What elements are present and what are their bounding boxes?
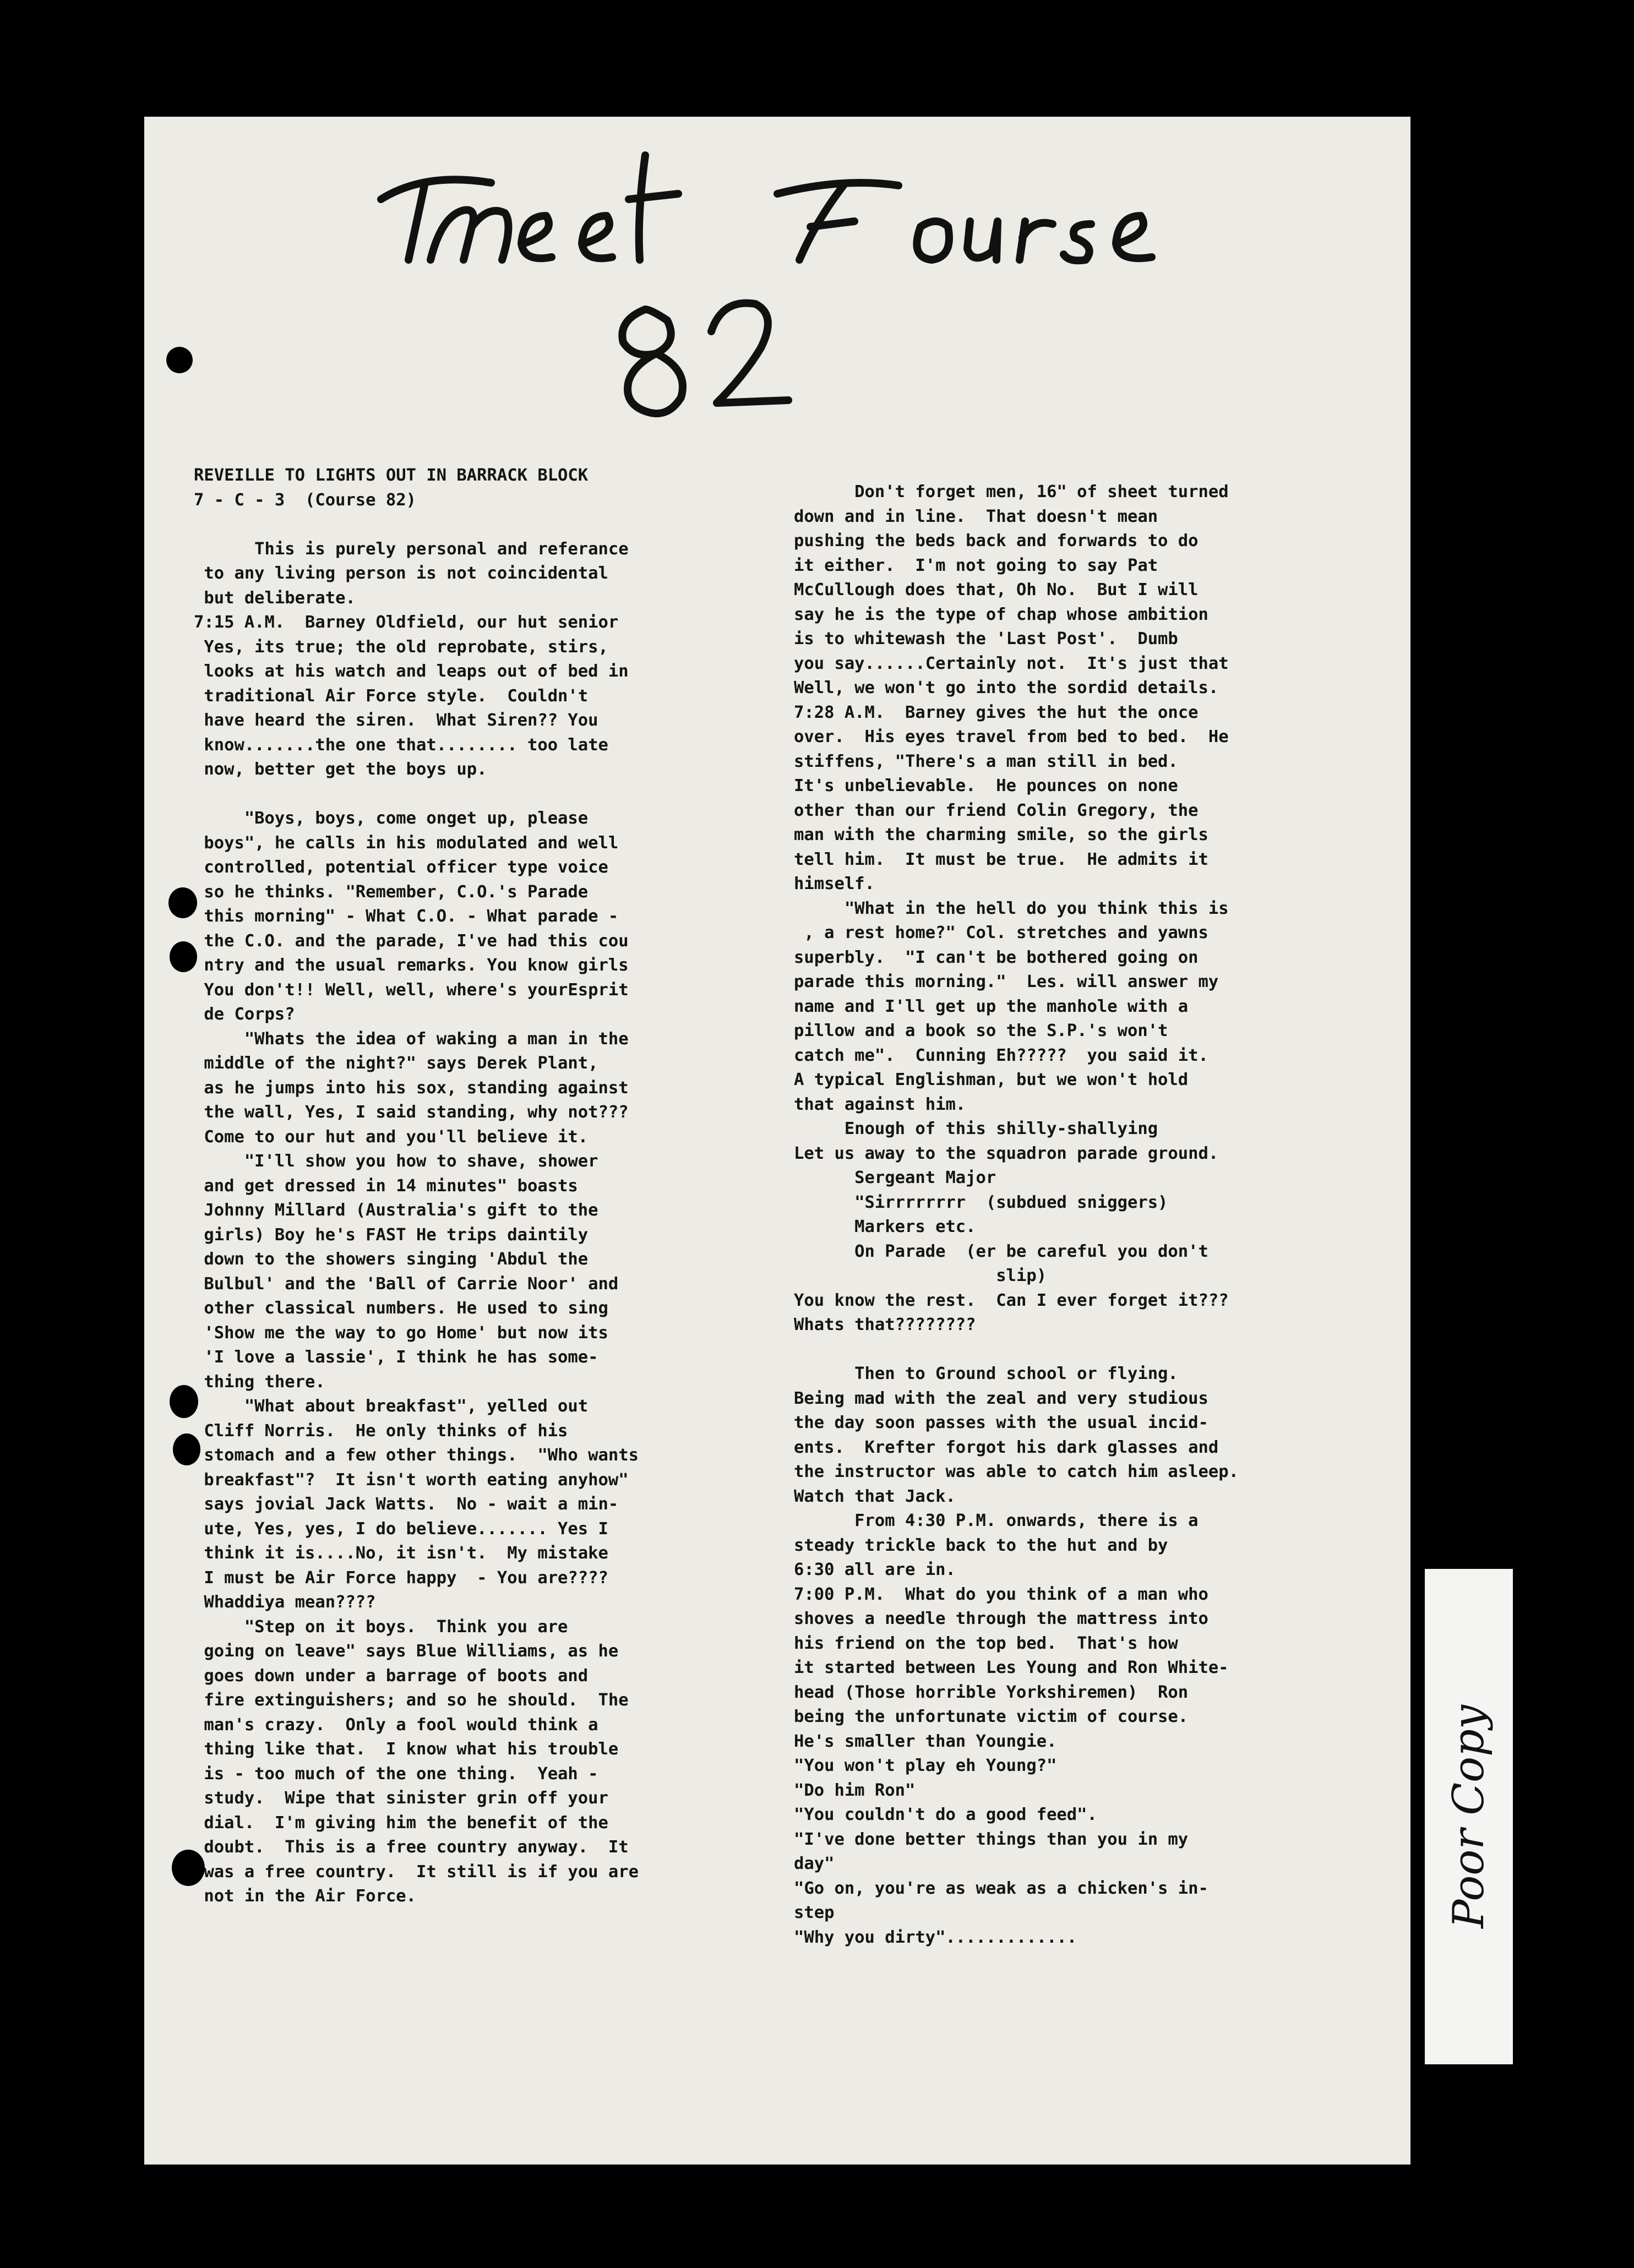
text-line: study. Wipe that sinister grin off your bbox=[194, 1789, 608, 1808]
text-line: Watch that Jack. bbox=[794, 1486, 956, 1506]
text-line: man's crazy. Only a fool would think a bbox=[194, 1715, 598, 1735]
text-line: "Why you dirty"............. bbox=[794, 1927, 1077, 1947]
left-column bbox=[194, 464, 766, 1909]
text-line: I must be Air Force happy - You are???? bbox=[194, 1568, 608, 1588]
text-line: Well, we won't go into the sordid details. bbox=[794, 678, 1219, 697]
text-line: "Boys, boys, come onget up, please bbox=[194, 809, 589, 828]
text-line: ents. Krefter forgot his dark glasses and bbox=[794, 1437, 1219, 1457]
text-line: fire extinguishers; and so he should. The bbox=[194, 1691, 629, 1710]
handwritten-title bbox=[359, 133, 1350, 419]
text-line: Yes, its true; the old reprobate, stirs, bbox=[194, 637, 608, 657]
text-line: "What about breakfast", yelled out bbox=[194, 1397, 589, 1416]
text-line: Enough of this shilly-shallying bbox=[794, 1119, 1158, 1138]
text-line: pillow and a book so the S.P.'s won't bbox=[794, 1021, 1168, 1040]
text-line: On Parade (er be careful you don't bbox=[794, 1241, 1208, 1261]
text-line: goes down under a barrage of boots and bbox=[194, 1666, 589, 1686]
text-line bbox=[194, 513, 766, 537]
text-line: the day soon passes with the usual incid- bbox=[794, 1413, 1208, 1432]
text-line: this morning" - What C.O. - What parade - bbox=[194, 907, 619, 926]
text-line: step bbox=[794, 1903, 835, 1922]
text-line: parade this morning." Les. will answer my bbox=[794, 972, 1219, 991]
text-line: From 4:30 P.M. onwards, there is a bbox=[794, 1511, 1199, 1530]
text-line: not in the Air Force. bbox=[194, 1887, 416, 1906]
text-line: is - too much of the one thing. Yeah - bbox=[194, 1764, 598, 1784]
punch-hole bbox=[166, 347, 193, 373]
text-line: is to whitewash the 'Last Post'. Dumb bbox=[794, 629, 1178, 648]
text-line: "Go on, you're as weak as a chicken's in- bbox=[794, 1878, 1208, 1898]
typewritten-page bbox=[144, 117, 1410, 2165]
text-line: down to the showers singing 'Abdul the bbox=[194, 1250, 589, 1269]
text-line: the C.O. and the parade, I've had this cou bbox=[194, 931, 629, 951]
text-line: his friend on the top bed. That's how bbox=[794, 1633, 1178, 1653]
text-line: think it is....No, it isn't. My mistake bbox=[194, 1544, 608, 1563]
text-line: other than our friend Colin Gregory, the bbox=[794, 800, 1199, 820]
text-line: doubt. This is a free country anyway. It bbox=[194, 1838, 629, 1857]
text-line: 7:00 P.M. What do you think of a man who bbox=[794, 1584, 1208, 1604]
text-line: to any living person is not coincidental bbox=[194, 564, 608, 583]
text-line: "Step on it boys. Think you are bbox=[194, 1617, 568, 1637]
text-line: man with the charming smile, so the girls bbox=[794, 825, 1208, 844]
text-line: girls) Boy he's FAST He trips daintily bbox=[194, 1225, 589, 1245]
text-line: now, better get the boys up. bbox=[194, 760, 487, 779]
text-line: "What in the hell do you think this is bbox=[794, 898, 1229, 918]
text-line: slip) bbox=[794, 1266, 1047, 1285]
text-line: ntry and the usual remarks. You know girls bbox=[194, 956, 629, 975]
text-line: himself. bbox=[794, 874, 875, 893]
text-line: 7:28 A.M. Barney gives the hut the once bbox=[794, 702, 1199, 722]
text-line: McCullough does that, Oh No. But I will bbox=[794, 580, 1199, 599]
text-line: Then to Ground school or flying. bbox=[794, 1364, 1178, 1383]
text-line: says jovial Jack Watts. No - wait a min- bbox=[194, 1495, 619, 1514]
text-line: pushing the beds back and forwards to do bbox=[794, 531, 1199, 550]
text-line: ute, Yes, yes, I do believe....... Yes I bbox=[194, 1519, 608, 1539]
text-line: stomach and a few other things. "Who wants bbox=[194, 1446, 639, 1465]
text-line: boys", he calls in his modulated and well bbox=[194, 833, 619, 853]
text-line: the instructor was able to catch him asleep. bbox=[794, 1462, 1239, 1481]
side-note-text: Poor Copy bbox=[1444, 1705, 1494, 1928]
text-line: thing there. bbox=[194, 1372, 325, 1392]
text-line: tell him. It must be true. He admits it bbox=[794, 849, 1208, 869]
text-line: You don't!! Well, well, where's yourEsprit bbox=[194, 980, 629, 1000]
punch-hole bbox=[168, 887, 197, 918]
text-line: "Whats the idea of waking a man in the bbox=[194, 1029, 629, 1049]
text-line: He's smaller than Youngie. bbox=[794, 1731, 1057, 1751]
text-line: Whats that???????? bbox=[794, 1315, 976, 1334]
text-line: Sergeant Major bbox=[794, 1168, 996, 1187]
text-line: "You couldn't do a good feed". bbox=[794, 1805, 1097, 1824]
text-line: and get dressed in 14 minutes" boasts bbox=[194, 1176, 578, 1196]
text-line: Markers etc. bbox=[794, 1217, 976, 1236]
text-line: "Do him Ron" bbox=[794, 1780, 916, 1800]
text-line: "I'll show you how to shave, shower bbox=[194, 1152, 598, 1171]
text-line: 7 - C - 3 (Course 82) bbox=[194, 490, 416, 510]
text-line: catch me". Cunning Eh????? you said it. bbox=[794, 1045, 1208, 1065]
text-line: 'I love a lassie', I think he has some- bbox=[194, 1348, 598, 1367]
text-line: know.......the one that........ too late bbox=[194, 735, 608, 755]
text-line: other classical numbers. He used to sing bbox=[194, 1299, 608, 1318]
text-line: you say......Certainly not. It's just that bbox=[794, 653, 1229, 673]
text-line: say he is the type of chap whose ambition bbox=[794, 604, 1208, 624]
text-line: over. His eyes travel from bed to bed. He bbox=[794, 727, 1229, 746]
text-line: superbly. "I can't be bothered going on bbox=[794, 947, 1199, 967]
text-line bbox=[194, 782, 766, 807]
text-line: shoves a needle through the mattress into bbox=[794, 1609, 1208, 1628]
text-line: "You won't play eh Young?" bbox=[794, 1756, 1057, 1775]
text-line: You know the rest. Can I ever forget it??? bbox=[794, 1290, 1229, 1310]
text-line: head (Those horrible Yorkshiremen) Ron bbox=[794, 1682, 1189, 1702]
text-line: it started between Les Young and Ron White- bbox=[794, 1658, 1229, 1677]
text-line: traditional Air Force style. Couldn't bbox=[194, 686, 589, 706]
text-line: , a rest home?" Col. stretches and yawns bbox=[794, 923, 1208, 942]
text-line: thing like that. I know what his trouble bbox=[194, 1740, 619, 1759]
text-line: This is purely personal and referance bbox=[194, 539, 629, 559]
text-line: de Corps? bbox=[194, 1005, 295, 1024]
text-line: as he jumps into his sox, standing against bbox=[194, 1078, 629, 1098]
text-line: Whaddiya mean???? bbox=[194, 1593, 376, 1612]
text-line: it either. I'm not going to say Pat bbox=[794, 555, 1158, 575]
text-line: Come to our hut and you'll believe it. bbox=[194, 1127, 589, 1147]
right-column bbox=[794, 480, 1377, 1950]
text-line: stiffens, "There's a man still in bed. bbox=[794, 751, 1178, 771]
text-line: Cliff Norris. He only thinks of his bbox=[194, 1421, 568, 1441]
text-line: going on leave" says Blue Williams, as he bbox=[194, 1642, 619, 1661]
text-line: that against him. bbox=[794, 1094, 966, 1114]
text-line: steady trickle back to the hut and by bbox=[794, 1535, 1168, 1555]
text-line: "I've done better things than you in my bbox=[794, 1829, 1189, 1849]
text-line: have heard the siren. What Siren?? You bbox=[194, 711, 598, 730]
text-line: middle of the night?" says Derek Plant, bbox=[194, 1054, 598, 1073]
text-line: It's unbelievable. He pounces on none bbox=[794, 776, 1178, 795]
text-line: but deliberate. bbox=[194, 588, 356, 608]
side-note-label bbox=[1425, 1569, 1513, 2064]
text-line: was a free country. It still is if you are bbox=[194, 1862, 639, 1882]
punch-hole bbox=[170, 941, 197, 972]
text-line: "Sirrrrrrrr (subdued sniggers) bbox=[794, 1192, 1168, 1212]
text-line: Being mad with the zeal and very studious bbox=[794, 1388, 1208, 1408]
text-line: controlled, potential officer type voice bbox=[194, 858, 608, 877]
text-line: Johnny Millard (Australia's gift to the bbox=[194, 1201, 598, 1220]
text-line: 7:15 A.M. Barney Oldfield, our hut senior bbox=[194, 613, 619, 632]
text-line: Bulbul' and the 'Ball of Carrie Noor' and bbox=[194, 1274, 619, 1294]
text-line: so he thinks. "Remember, C.O.'s Parade bbox=[194, 882, 589, 902]
text-line: looks at his watch and leaps out of bed in bbox=[194, 662, 629, 681]
text-line: dial. I'm giving him the benefit of the bbox=[194, 1813, 608, 1833]
text-line: Don't forget men, 16" of sheet turned bbox=[794, 482, 1229, 501]
text-line: A typical Englishman, but we won't hold bbox=[794, 1070, 1189, 1089]
text-line: 6:30 all are in. bbox=[794, 1560, 956, 1579]
text-line: 'Show me the way to go Home' but now its bbox=[194, 1323, 608, 1343]
text-line: day" bbox=[794, 1854, 835, 1873]
text-line: Let us away to the squadron parade ground. bbox=[794, 1143, 1219, 1163]
text-line: REVEILLE TO LIGHTS OUT IN BARRACK BLOCK bbox=[194, 466, 589, 485]
text-line: down and in line. That doesn't mean bbox=[794, 506, 1158, 526]
text-line: name and I'll get up the manhole with a bbox=[794, 996, 1189, 1016]
text-line: being the unfortunate victim of course. bbox=[794, 1707, 1189, 1726]
text-line bbox=[794, 1338, 1377, 1362]
text-line: breakfast"? It isn't worth eating anyhow" bbox=[194, 1470, 629, 1490]
text-line: the wall, Yes, I said standing, why not??? bbox=[194, 1103, 629, 1122]
